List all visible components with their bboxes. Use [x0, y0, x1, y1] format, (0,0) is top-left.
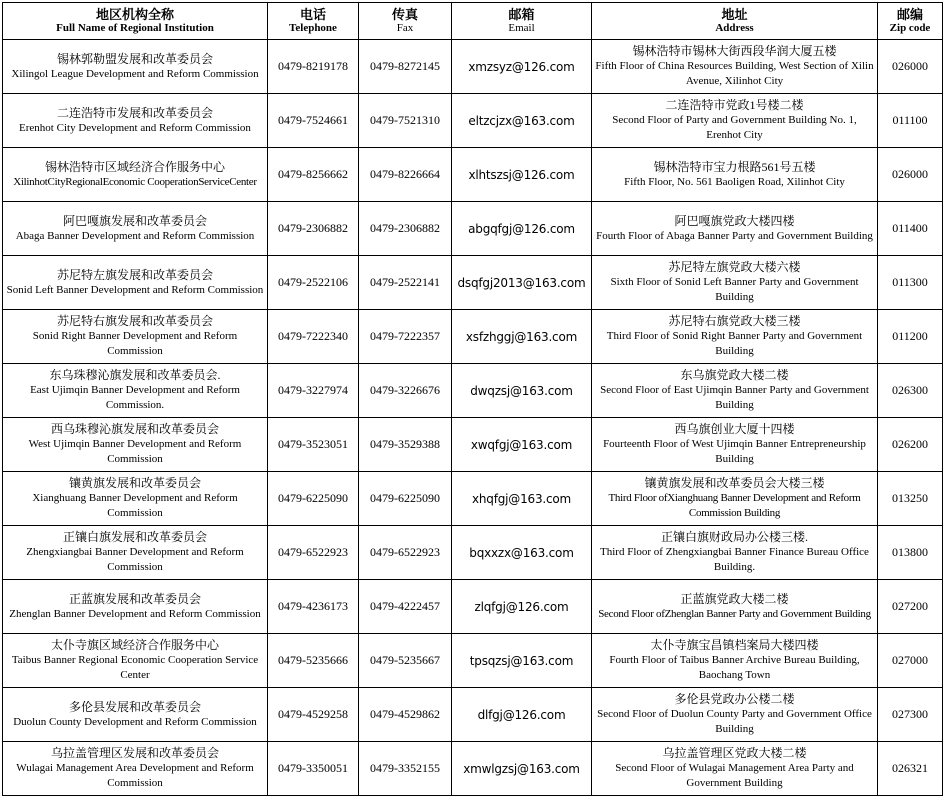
table-row	[3, 634, 943, 688]
telephone-cell: 0479-7524661	[268, 94, 359, 148]
name-zh: 二连浩特市发展和改革委员会	[56, 105, 213, 120]
name-en: Sonid Left Banner Development and Reform Commission	[6, 283, 264, 296]
address-zh: 正镶白旗财政局办公楼三楼.	[660, 530, 808, 544]
name-cell	[3, 94, 268, 148]
name-zh: 锡林浩特市区域经济合作服务中心	[44, 159, 225, 174]
header-address-zh: 地址	[721, 7, 748, 22]
table-row	[3, 472, 943, 526]
name-en: Xianghuang Banner Development and Reform Commission	[32, 492, 238, 519]
fax-cell: 0479-5235667	[359, 634, 452, 688]
address-zh: 太仆寺旗宝昌镇档案局大楼四楼	[650, 638, 819, 652]
address-en: Second Floor of Duolun County Party and Government Office Building	[597, 708, 872, 735]
telephone-cell: 0479-5235666	[268, 634, 359, 688]
name-en: West Ujimqin Banner Development and Reform Commission	[28, 438, 242, 465]
name-en: Erenhot City Development and Reform Commission	[19, 121, 251, 134]
email-cell: xmwlgzsj@163.com	[452, 742, 592, 796]
name-en: Zhengxiangbai Banner Development and Reform Commission	[26, 546, 244, 573]
address-zh: 锡林浩特市锡林大街西段华润大厦五楼	[632, 44, 837, 58]
header-email-zh: 邮箱	[508, 7, 535, 22]
zip-cell: 027000	[878, 634, 943, 688]
zip-cell: 027300	[878, 688, 943, 742]
fax-cell: 0479-6522923	[359, 526, 452, 580]
address-en: Second Floor of Wulagai Management Area Party and Government Building	[615, 762, 854, 789]
address-zh: 东乌旗党政大楼二楼	[680, 368, 789, 382]
address-zh: 二连浩特市党政1号楼二楼	[665, 98, 804, 112]
address-cell	[592, 418, 878, 472]
institution-table	[2, 2, 943, 796]
table-row	[3, 94, 943, 148]
address-cell	[592, 580, 878, 634]
address-zh: 多伦县党政办公楼二楼	[674, 692, 795, 706]
address-en: Sixth Floor of Sonid Left Banner Party and Government Building	[610, 276, 859, 303]
header-email-en: Email	[508, 22, 535, 34]
name-zh: 苏尼特右旗发展和改革委员会	[56, 314, 213, 328]
header-name-en: Full Name of Regional Institution	[56, 22, 214, 34]
email-cell: xmzsyz@126.com	[452, 40, 592, 94]
fax-cell: 0479-4222457	[359, 580, 452, 634]
table-row	[3, 688, 943, 742]
name-en: XilinhotCityRegionalEconomic CooperationServiceCenter	[13, 175, 257, 188]
header-fax	[359, 3, 452, 40]
table-row	[3, 742, 943, 796]
header-row	[3, 3, 943, 40]
telephone-cell: 0479-6225090	[268, 472, 359, 526]
fax-cell: 0479-8272145	[359, 40, 452, 94]
name-en: Zhenglan Banner Development and Reform Commission	[9, 607, 261, 620]
zip-cell: 026300	[878, 364, 943, 418]
name-zh: 镶黄旗发展和改革委员会	[68, 476, 201, 490]
name-cell	[3, 40, 268, 94]
email-cell: xlhtszsj@126.com	[452, 148, 592, 202]
address-en: Fourth Floor of Taibus Banner Archive Bureau Building, Baochang Town	[609, 654, 860, 681]
fax-cell: 0479-2306882	[359, 202, 452, 256]
name-en: Duolun County Development and Reform Commission	[13, 715, 257, 728]
address-en: Fifth Floor, No. 561 Baoligen Road, Xilinhot City	[624, 175, 845, 188]
name-zh: 乌拉盖管理区发展和改革委员会	[50, 746, 219, 760]
address-cell	[592, 472, 878, 526]
address-cell	[592, 202, 878, 256]
fax-cell: 0479-4529862	[359, 688, 452, 742]
fax-cell: 0479-3352155	[359, 742, 452, 796]
name-en: Wulagai Management Area Development and Reform Commission	[16, 762, 254, 789]
header-zip-zh: 邮编	[896, 7, 923, 22]
header-address-en: Address	[715, 22, 754, 34]
name-cell	[3, 634, 268, 688]
name-cell	[3, 148, 268, 202]
email-cell: eltzcjzx@163.com	[452, 94, 592, 148]
fax-cell: 0479-6225090	[359, 472, 452, 526]
email-cell: xsfzhggj@163.com	[452, 310, 592, 364]
telephone-cell: 0479-3350051	[268, 742, 359, 796]
email-cell: dsqfgj2013@163.com	[452, 256, 592, 310]
email-cell: xhqfgj@163.com	[452, 472, 592, 526]
address-zh: 西乌旗创业大厦十四楼	[674, 422, 795, 436]
address-cell	[592, 526, 878, 580]
zip-cell: 026321	[878, 742, 943, 796]
table-row	[3, 40, 943, 94]
name-zh: 锡林郭勒盟发展和改革委员会	[56, 51, 213, 66]
telephone-cell: 0479-2522106	[268, 256, 359, 310]
telephone-cell: 0479-4529258	[268, 688, 359, 742]
header-zip	[878, 3, 943, 40]
name-zh: 太仆寺旗区域经济合作服务中心	[50, 638, 219, 652]
table-row	[3, 418, 943, 472]
address-zh: 正蓝旗党政大楼二楼	[680, 591, 789, 606]
address-cell	[592, 256, 878, 310]
name-cell	[3, 688, 268, 742]
address-cell	[592, 742, 878, 796]
table-row	[3, 526, 943, 580]
zip-cell: 026000	[878, 148, 943, 202]
address-cell	[592, 364, 878, 418]
name-zh: 正镶白旗发展和改革委员会	[62, 530, 207, 544]
name-zh: 阿巴嘎旗发展和改革委员会	[62, 213, 207, 228]
header-email	[452, 3, 592, 40]
table-row	[3, 310, 943, 364]
address-cell	[592, 688, 878, 742]
name-cell	[3, 256, 268, 310]
email-cell: bqxxzx@163.com	[452, 526, 592, 580]
email-cell: zlqfgj@126.com	[452, 580, 592, 634]
fax-cell: 0479-7222357	[359, 310, 452, 364]
zip-cell: 011200	[878, 310, 943, 364]
name-cell	[3, 580, 268, 634]
email-cell: dwqzsj@163.com	[452, 364, 592, 418]
address-zh: 乌拉盖管理区党政大楼二楼	[662, 746, 807, 760]
name-zh: 多伦县发展和改革委员会	[68, 699, 201, 714]
table-row	[3, 256, 943, 310]
address-cell	[592, 40, 878, 94]
address-en: Fourth Floor of Abaga Banner Party and Government Building	[596, 229, 873, 242]
name-zh: 东乌珠穆沁旗发展和改革委员会.	[49, 368, 221, 382]
table-row	[3, 364, 943, 418]
address-zh: 锡林浩特市宝力根路561号五楼	[653, 159, 816, 174]
telephone-cell: 0479-8256662	[268, 148, 359, 202]
fax-cell: 0479-7521310	[359, 94, 452, 148]
header-telephone-en: Telephone	[289, 22, 337, 34]
name-en: Sonid Right Banner Development and Reform Commission	[32, 330, 238, 357]
table-row	[3, 202, 943, 256]
zip-cell: 013250	[878, 472, 943, 526]
address-en: Third Floor of Zhengxiangbai Banner Finance Bureau Office Building.	[600, 546, 869, 573]
name-en: Abaga Banner Development and Reform Commission	[15, 229, 255, 242]
telephone-cell: 0479-6522923	[268, 526, 359, 580]
name-en: Xilingol League Development and Reform Commission	[11, 67, 259, 80]
header-name	[3, 3, 268, 40]
email-cell: xwqfgj@163.com	[452, 418, 592, 472]
table-row	[3, 148, 943, 202]
fax-cell: 0479-3226676	[359, 364, 452, 418]
email-cell: dlfgj@126.com	[452, 688, 592, 742]
zip-cell: 027200	[878, 580, 943, 634]
telephone-cell: 0479-8219178	[268, 40, 359, 94]
name-cell	[3, 364, 268, 418]
address-en: Second Floor ofZhenglan Banner Party and Government Building	[598, 607, 871, 620]
header-zip-en: Zip code	[889, 22, 931, 34]
address-en: Fourteenth Floor of West Ujimqin Banner Entrepreneurship Building	[603, 438, 866, 465]
header-telephone	[268, 3, 359, 40]
address-en: Fifth Floor of China Resources Building, West Section of Xilin Avenue, Xilinhot City	[595, 60, 874, 87]
name-zh: 正蓝旗发展和改革委员会	[68, 591, 201, 606]
telephone-cell: 0479-4236173	[268, 580, 359, 634]
telephone-cell: 0479-7222340	[268, 310, 359, 364]
address-en: Second Floor of East Ujimqin Banner Party and Government Building	[600, 384, 869, 411]
zip-cell: 013800	[878, 526, 943, 580]
zip-cell: 011400	[878, 202, 943, 256]
address-cell	[592, 148, 878, 202]
telephone-cell: 0479-2306882	[268, 202, 359, 256]
address-en: Third Floor ofXianghuang Banner Development and Reform Commission Building	[608, 492, 861, 519]
fax-cell: 0479-3529388	[359, 418, 452, 472]
address-en: Third Floor of Sonid Right Banner Party and Government Building	[606, 330, 863, 357]
telephone-cell: 0479-3523051	[268, 418, 359, 472]
address-cell	[592, 94, 878, 148]
name-cell	[3, 202, 268, 256]
name-cell	[3, 742, 268, 796]
zip-cell: 011100	[878, 94, 943, 148]
name-zh: 西乌珠穆沁旗发展和改革委员会	[50, 422, 219, 436]
header-fax-en: Fax	[396, 22, 414, 34]
header-name-zh: 地区机构全称	[95, 7, 174, 22]
address-zh: 苏尼特右旗党政大楼三楼	[668, 314, 801, 328]
address-cell	[592, 310, 878, 364]
name-cell	[3, 418, 268, 472]
header-address	[592, 3, 878, 40]
address-en: Second Floor of Party and Government Building No. 1, Erenhot City	[612, 114, 857, 141]
header-telephone-zh: 电话	[299, 7, 326, 22]
fax-cell: 0479-2522141	[359, 256, 452, 310]
zip-cell: 026000	[878, 40, 943, 94]
email-cell: abgqfgj@126.com	[452, 202, 592, 256]
address-zh: 镶黄旗发展和改革委员会大楼三楼	[644, 476, 825, 490]
name-cell	[3, 310, 268, 364]
name-en: Taibus Banner Regional Economic Cooperation Service Center	[11, 654, 259, 681]
email-cell: tpsqzsj@163.com	[452, 634, 592, 688]
table-row	[3, 580, 943, 634]
address-zh: 苏尼特左旗党政大楼六楼	[668, 260, 801, 274]
telephone-cell: 0479-3227974	[268, 364, 359, 418]
address-cell	[592, 634, 878, 688]
name-zh: 苏尼特左旗发展和改革委员会	[56, 267, 213, 282]
fax-cell: 0479-8226664	[359, 148, 452, 202]
address-zh: 阿巴嘎旗党政大楼四楼	[674, 213, 795, 228]
zip-cell: 026200	[878, 418, 943, 472]
name-en: East Ujimqin Banner Development and Reform Commission.	[30, 384, 240, 411]
header-fax-zh: 传真	[391, 7, 418, 22]
zip-cell: 011300	[878, 256, 943, 310]
name-cell	[3, 472, 268, 526]
name-cell	[3, 526, 268, 580]
